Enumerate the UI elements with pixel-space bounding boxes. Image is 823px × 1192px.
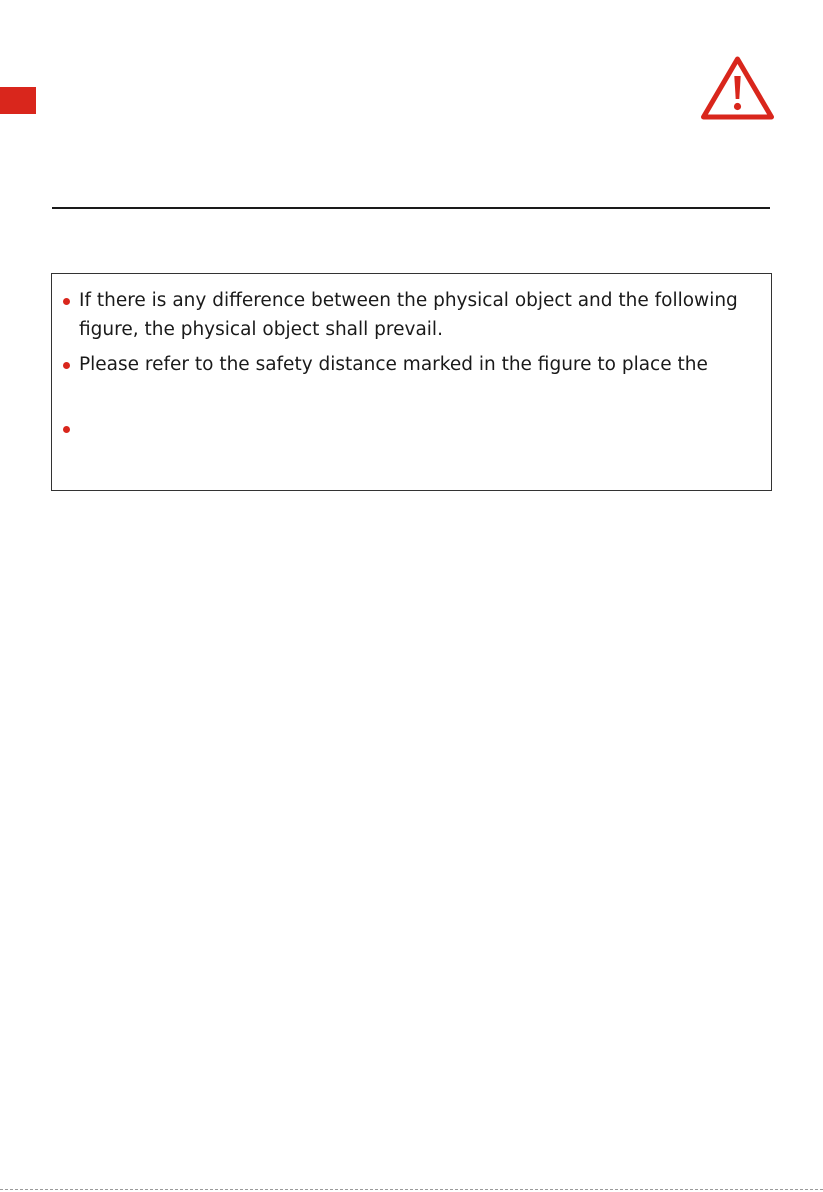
header-divider [52,207,770,209]
page-bottom-edge [0,1189,823,1190]
notice-item [52,414,771,472]
warning-triangle-icon [700,55,775,122]
section-tab [0,87,36,114]
notice-item-text: Please refer to the safety distance marked in the figure to place the [79,354,708,375]
red-bullet-icon [63,298,70,305]
notice-box [51,273,772,491]
red-bullet-icon [63,426,70,433]
notice-item [52,350,771,408]
notice-item [52,286,771,344]
red-bullet-icon [63,362,70,369]
notice-list [52,274,771,472]
notice-item-text: If there is any difference between the physical object and the following figure, the physical object shall prevail. [79,290,738,340]
